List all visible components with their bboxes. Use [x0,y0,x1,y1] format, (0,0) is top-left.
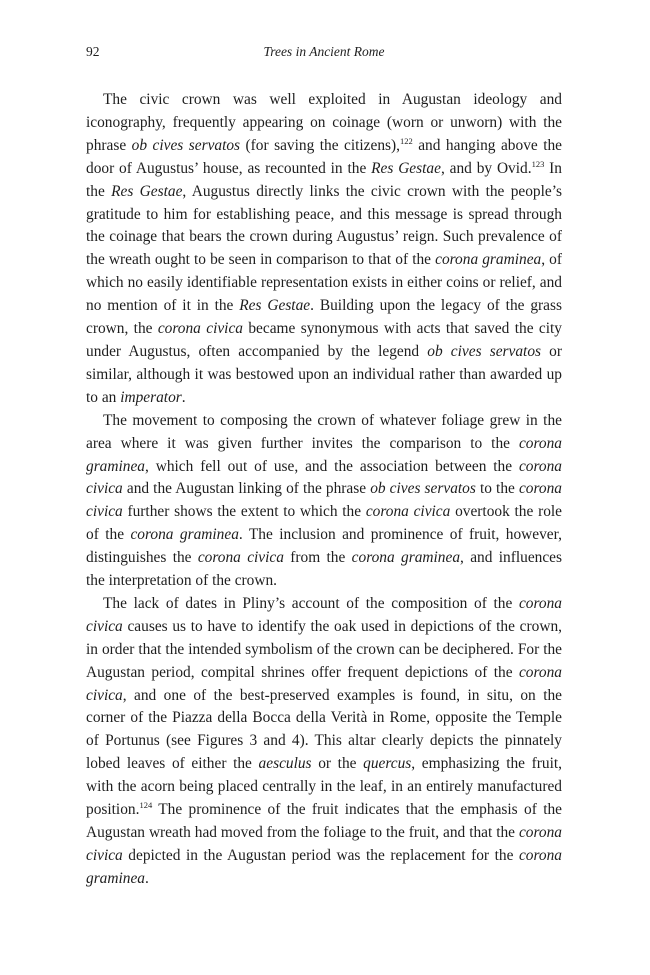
text-run: . [181,388,186,406]
italic-term: corona civica [86,457,562,498]
text-run: The lack of dates in Pliny’s account of the composition of the [103,594,519,612]
italic-term: corona graminea [86,846,562,887]
text-run: to the [475,480,519,498]
text-run: depicted in the Augustan period was the replacement for the [122,846,519,864]
text-run: or similar, although it was bestowed upon an individual rather than awarded up to an [86,342,562,406]
text-run: , and one of the best-preserved examples is found, in situ, on the corner of the Piazza della Bocca della Verità in Rome, opposite the Temple of Portunus (see Figures 3 and 4). This altar clearly depicts the pinnately lobed leaves of either the [86,686,562,773]
text-run: , of which no easily identifiable representation exists in either coins or relief, and no mention of it in the [86,251,562,315]
text-run: from the [283,549,352,567]
text-run: , which fell out of use, and the association between the [145,457,519,475]
italic-term: corona graminea [351,549,461,567]
italic-term: corona graminea [130,526,239,544]
italic-term: corona civica [197,549,284,567]
italic-term: quercus [363,755,412,773]
footnote-ref: 124 [139,800,153,811]
text-run: , and influences the interpretation of the crown. [86,549,563,590]
text-run: The movement to composing the crown of whatever foliage grew in the area where it was given further invites the comparison to the [86,411,562,452]
italic-term: corona civica [365,503,451,521]
text-run: or the [311,755,364,773]
text-run: further shows the extent to which the [122,503,366,521]
text-run: , emphasizing the fruit, with the acorn being placed centrally in the leaf, in an entirely manufactured position. [86,755,563,819]
text-run: In the [86,159,562,200]
running-title: Trees in Ancient Rome [263,44,385,59]
italic-term: corona graminea [86,434,562,475]
paragraph-3 [86,593,562,891]
text-run: The prominence of the fruit indicates that the emphasis of the Augustan wreath had moved from the foliage to the fruit, and that the [86,801,562,841]
text-run: overtook the role of the [86,503,563,544]
text-run: causes us to have to identify the oak used in depictions of the crown, in order that the intended symbolism of the crown can be deciphered. For the Augustan period, compital shrines offer frequent depictions of the [86,617,562,681]
italic-term: corona civica [157,320,243,338]
italic-term: ob cives servatos [427,342,542,360]
italic-term: corona graminea [435,251,542,269]
text-run: , Augustus directly links the civic crown with the people’s gratitude to him for establishing peace, and this message is spread through the coinage that bears the crown during Augustus’ reign. Such prevalence of the wreath ought to be seen in comparison to that of the [86,182,562,269]
text-run: . Building upon the legacy of the grass crown, the [86,297,562,338]
footnote-ref: 123 [531,158,545,169]
text-run: . The inclusion and prominence of fruit, however, distinguishes the [86,526,562,567]
paragraph-2 [86,410,562,593]
italic-term: corona civica [86,663,562,704]
italic-term: aesculus [258,755,312,773]
italic-term: Res Gestae [371,159,441,177]
italic-term: corona civica [86,594,562,635]
running-head [86,44,562,64]
italic-term: corona civica [86,824,562,864]
text-run: and the Augustan linking of the phrase [122,480,371,498]
text-run: . [145,869,149,887]
text-run: , and by Ovid. [440,159,532,177]
paragraph-1 [86,89,562,410]
italic-term: Res Gestae [239,297,311,315]
page-number: 92 [86,44,100,59]
italic-term: ob cives servatos [131,136,241,154]
italic-term: Res Gestae [111,182,183,200]
text-run: and hanging above the door of Augustus’ house, as recounted in the [86,136,563,177]
text-run: became synonymous with acts that saved the city under Augustus, often accompanied by the legend [86,320,562,360]
italic-term: ob cives servatos [370,480,476,498]
body-text [86,89,562,891]
italic-term: corona civica [86,480,562,521]
text-run: The civic crown was well exploited in Augustan ideology and iconography, frequently appearing on coinage (worn or unworn) with the phrase [86,91,562,154]
italic-term: imperator [120,388,182,406]
text-run: (for saving the citizens), [240,136,400,154]
footnote-ref: 122 [400,135,413,146]
